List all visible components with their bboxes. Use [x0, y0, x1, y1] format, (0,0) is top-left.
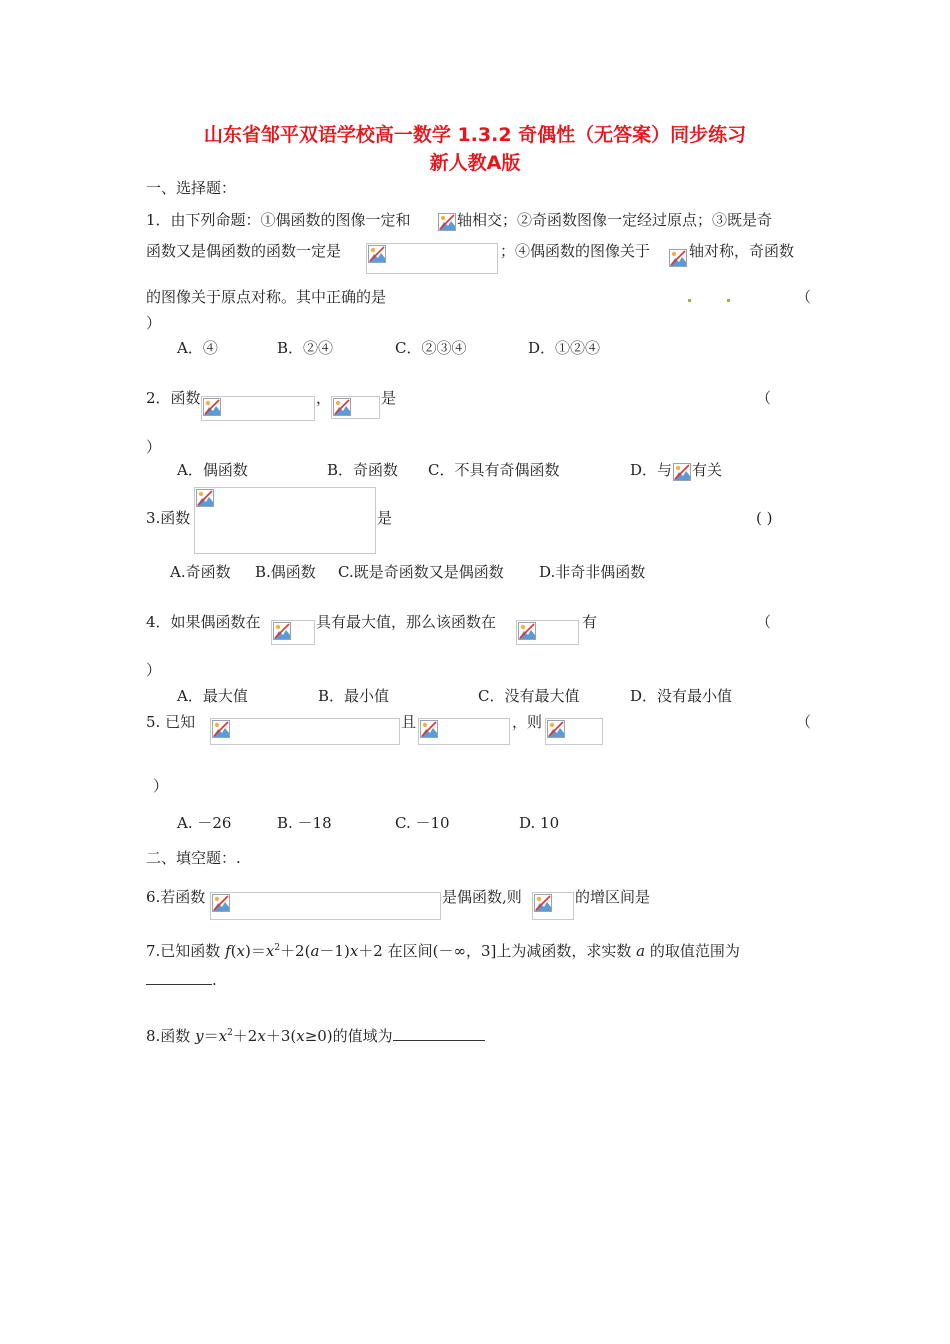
q5-option-d: D. 10 — [519, 814, 560, 832]
q3-paren: ( ) — [756, 509, 773, 527]
q3-option-b: B.偶函数 — [255, 563, 316, 581]
q7-tail: . — [212, 971, 217, 989]
answer-blank — [146, 970, 212, 985]
q8-text-e: ≥0)的值域为 — [304, 1027, 393, 1045]
q4-mid: 具有最大值，那么该函数在 — [316, 613, 497, 631]
q2-option-c: C．不具有奇偶函数 — [428, 461, 560, 479]
q4-paren-close: ） — [146, 661, 162, 679]
q8-var-x: x — [257, 1027, 266, 1045]
q7-answer-line — [146, 970, 217, 990]
q7-text-c: )＝ — [244, 942, 266, 960]
q6-mid: 是偶函数,则 — [442, 888, 522, 906]
broken-image-icon — [669, 249, 687, 267]
q3-option-c: C.既是奇函数又是偶函数 — [338, 563, 504, 581]
formula-image — [366, 243, 498, 274]
q4-paren-open: （ — [756, 613, 772, 631]
formula-image — [418, 718, 510, 745]
decorative-dot — [688, 299, 691, 302]
q7-text-b: ( — [230, 942, 237, 960]
q1-line1-a: 1．由下列命题：①偶函数的图像一定和 — [146, 211, 411, 229]
formula-image — [516, 620, 579, 645]
formula-image — [194, 487, 376, 554]
broken-image-icon — [212, 720, 230, 738]
q1-paren-open: （ — [796, 288, 812, 306]
q1-line3: 的图像关于原点对称。其中正确的是 — [146, 288, 387, 306]
broken-image-icon — [333, 398, 351, 416]
q1-line1-b: 轴相交；②奇函数图像一定经过原点；③既是奇 — [457, 211, 773, 229]
formula-image — [210, 892, 441, 920]
broken-image-icon — [196, 489, 214, 507]
q1-option-d: D．①②④ — [528, 339, 601, 357]
q5-then: ，则 — [512, 713, 543, 731]
section-heading-fill: 二、填空题：. — [146, 849, 241, 867]
q2-option-d-suffix: 有关 — [692, 461, 723, 479]
broken-image-icon — [203, 398, 221, 416]
q2-option-d: D．与 — [630, 461, 673, 479]
q7-var-a: a — [636, 942, 646, 960]
q7-text-d: ＋2( — [280, 942, 311, 960]
formula-image — [331, 396, 380, 419]
q5-option-c: C. －10 — [395, 814, 450, 832]
q7-text-a: 7.已知函数 — [146, 942, 226, 960]
q6-stem: 6.若函数 — [146, 888, 206, 906]
q8-exponent: 2 — [227, 1028, 233, 1038]
q2-paren-close: ） — [146, 438, 162, 456]
q7-text-h: 的取值范围为 — [645, 942, 740, 960]
q2-stem: 2．函数 — [146, 389, 201, 407]
q1-line2-c: 轴对称，奇函数 — [689, 242, 795, 260]
q3-option-a: A.奇函数 — [170, 563, 231, 581]
q2-comma: ， — [316, 389, 332, 407]
section-heading-choice: 一、选择题： — [146, 179, 237, 197]
q5-stem: 5. 已知 — [146, 713, 196, 731]
q2-option-a: A．偶函数 — [177, 461, 248, 479]
q3-is: 是 — [377, 509, 393, 527]
broken-image-icon — [438, 213, 456, 231]
q4-stem: 4．如果偶函数在 — [146, 613, 261, 631]
formula-image — [532, 892, 574, 920]
decorative-dot — [727, 299, 730, 302]
q7-var-x: x — [236, 942, 245, 960]
q4-option-a: A．最大值 — [177, 687, 248, 705]
q7-line — [146, 941, 740, 961]
q6-end: 的增区间是 — [575, 888, 651, 906]
q8-text-a: 8.函数 — [146, 1027, 196, 1045]
q2-paren-open: （ — [756, 389, 772, 407]
broken-image-icon — [518, 622, 536, 640]
broken-image-icon — [368, 245, 386, 263]
q8-text-c: ＋2 — [232, 1027, 258, 1045]
q1-line2-a: 函数又是偶函数的函数一定是 — [146, 242, 342, 260]
q1-option-b: B．②④ — [277, 339, 334, 357]
q3-option-d: D.非奇非偶函数 — [539, 563, 646, 581]
q7-var-f: f — [225, 942, 231, 960]
q7-var-x: x — [349, 942, 359, 960]
q7-exponent: 2 — [274, 943, 281, 953]
q4-option-d: D．没有最小值 — [630, 687, 733, 705]
formula-image — [271, 620, 315, 645]
q5-paren-open: （ — [796, 713, 812, 731]
q3-stem: 3.函数 — [146, 509, 191, 527]
answer-blank — [393, 1026, 485, 1041]
q8-text-b: ＝ — [203, 1027, 219, 1045]
document-title: 山东省邹平双语学校高一数学 1.3.2 奇偶性（无答案）同步练习 — [203, 124, 747, 146]
q8-var-y: y — [195, 1027, 204, 1045]
q4-option-b: B．最小值 — [318, 687, 390, 705]
formula-image — [210, 718, 400, 745]
q2-is: 是 — [381, 389, 397, 407]
q8-line — [146, 1026, 485, 1046]
q8-var-x: x — [218, 1027, 228, 1045]
q7-var-a: a — [310, 942, 320, 960]
q5-option-b: B. －18 — [277, 814, 332, 832]
broken-image-icon — [534, 894, 552, 912]
formula-image — [201, 396, 315, 421]
broken-image-icon — [212, 894, 230, 912]
q5-paren-close: ） — [153, 777, 169, 795]
q7-text-g: ＋2 在区间(－∞，3]上为减函数，求实数 — [358, 942, 637, 960]
q4-option-c: C．没有最大值 — [478, 687, 580, 705]
q5-and: 且 — [401, 713, 417, 731]
document-subtitle: 新人教A版 — [429, 152, 521, 174]
q1-line2-b: ；④偶函数的图像关于 — [500, 242, 651, 260]
q1-paren-close: ） — [146, 314, 162, 332]
q7-var-x: x — [265, 942, 275, 960]
broken-image-icon — [420, 720, 438, 738]
formula-image — [545, 718, 603, 745]
q8-text-d: ＋3( — [265, 1027, 297, 1045]
q1-option-a: A．④ — [177, 339, 218, 357]
q5-option-a: A. －26 — [177, 814, 232, 832]
broken-image-icon — [547, 720, 565, 738]
broken-image-icon — [673, 463, 691, 481]
q8-var-x: x — [296, 1027, 305, 1045]
q7-text-e: －1) — [319, 942, 350, 960]
q4-has: 有 — [582, 613, 598, 631]
q1-option-c: C．②③④ — [395, 339, 467, 357]
q2-option-b: B．奇函数 — [327, 461, 399, 479]
broken-image-icon — [273, 622, 291, 640]
